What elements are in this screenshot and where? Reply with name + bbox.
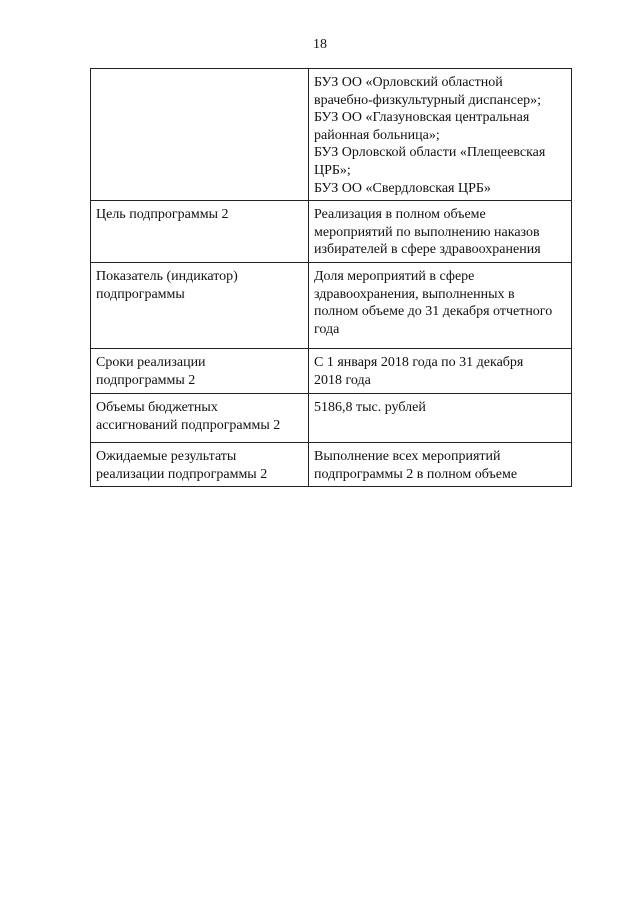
row-label-cell	[91, 348, 309, 393]
value-line: Доля мероприятий в сфере	[314, 268, 475, 284]
label-line: Показатель (индикатор)	[96, 268, 238, 284]
label-line: Цель подпрограммы 2	[96, 207, 229, 223]
table-row-executors	[91, 69, 572, 201]
page-number: 18	[313, 37, 327, 52]
value-line: районная больница»;	[314, 127, 440, 143]
label-line: ассигнований подпрограммы 2	[96, 417, 281, 433]
value-line: ЦРБ»;	[314, 162, 351, 178]
row-label-cell	[91, 393, 309, 442]
row-label-cell	[91, 262, 309, 348]
value-line: БУЗ ОО «Свердловская ЦРБ»	[314, 180, 491, 196]
value-line: года	[314, 321, 340, 337]
label-line: Объемы бюджетных	[96, 399, 218, 415]
row-value-cell	[309, 348, 572, 393]
value-line: мероприятий по выполнению наказов	[314, 224, 540, 240]
value-line: здравоохранения, выполненных в	[314, 286, 515, 302]
value-line: врачебно-физкультурный диспансер»;	[314, 92, 542, 108]
table-row-indicator	[91, 262, 572, 348]
value-line: С 1 января 2018 года по 31 декабря	[314, 354, 524, 370]
row-label-cell	[91, 442, 309, 486]
label-line: подпрограммы 2	[96, 372, 196, 388]
label-line: подпрограммы	[96, 286, 185, 302]
table-row-budget	[91, 393, 572, 442]
subprogram-passport-table	[90, 68, 572, 487]
label-line: реализации подпрограммы 2	[96, 466, 268, 482]
value-line: подпрограммы 2 в полном объеме	[314, 466, 518, 482]
label-line: Сроки реализации	[96, 354, 206, 370]
label-line: Ожидаемые результаты	[96, 448, 237, 464]
row-label-cell	[91, 69, 309, 201]
row-value-cell	[309, 262, 572, 348]
row-value-cell	[309, 442, 572, 486]
value-line: 5186,8 тыс. рублей	[314, 399, 426, 415]
value-line: полном объеме до 31 декабря отчетного	[314, 304, 553, 320]
value-line: БУЗ ОО «Глазуновская центральная	[314, 110, 530, 126]
row-label-cell	[91, 201, 309, 263]
value-line: Реализация в полном объеме	[314, 207, 486, 223]
table-row-goal	[91, 201, 572, 263]
value-line: БУЗ Орловской области «Плещеевская	[314, 145, 546, 161]
row-value-cell	[309, 69, 572, 201]
value-line: Выполнение всех мероприятий	[314, 448, 501, 464]
row-value-cell	[309, 201, 572, 263]
value-line: БУЗ ОО «Орловский областной	[314, 75, 503, 90]
value-line: 2018 года	[314, 372, 371, 388]
row-value-cell	[309, 393, 572, 442]
table-row-timeline	[91, 348, 572, 393]
table-row-expected-results	[91, 442, 572, 486]
value-line: избирателей в сфере здравоохранения	[314, 242, 541, 258]
